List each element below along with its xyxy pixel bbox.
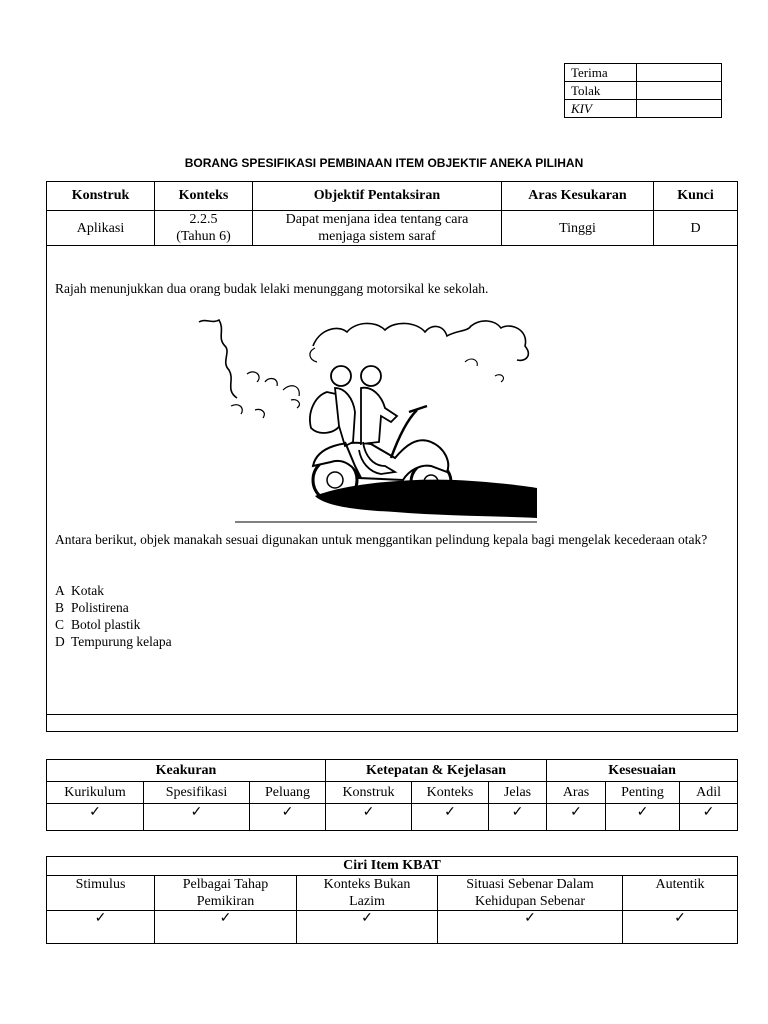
col-spesifikasi: Spesifikasi [144, 782, 250, 804]
col-kurikulum: Kurikulum [47, 782, 144, 804]
col-konstruk: Konstruk [326, 782, 412, 804]
option-text: Kotak [71, 583, 104, 598]
item-stem: Rajah menunjukkan dua orang budak lelaki menunggang motorsikal ke sekolah. [55, 281, 489, 296]
status-terima-cell[interactable] [637, 64, 722, 82]
status-terima: Terima [565, 64, 637, 82]
kbat-col-situasi: Situasi Sebenar Dalam Kehidupan Sebenar [438, 876, 623, 911]
option-d[interactable] [55, 633, 172, 650]
check-kurikulum[interactable]: ✓ [47, 804, 144, 831]
item-options [55, 582, 172, 650]
check-adil[interactable]: ✓ [680, 804, 738, 831]
option-letter: D [55, 634, 65, 649]
kbat-col-konteks: Konteks Bukan Lazim [297, 876, 438, 911]
option-c[interactable] [55, 616, 172, 633]
status-tolak-cell[interactable] [637, 82, 722, 100]
check-penting[interactable]: ✓ [606, 804, 680, 831]
kbat-check-autentik[interactable]: ✓ [623, 911, 738, 944]
kbat-col-stimulus: Stimulus [47, 876, 155, 911]
group-keakuran: Keakuran [47, 760, 326, 782]
cell-objektif: Dapat menjana idea tentang cara menjaga sistem saraf [253, 211, 502, 246]
option-text: Polistirena [71, 600, 129, 615]
status-kiv-cell[interactable] [637, 100, 722, 118]
option-letter: C [55, 617, 65, 632]
kbat-col-pelbagai: Pelbagai Tahap Pemikiran [155, 876, 297, 911]
status-tolak: Tolak [565, 82, 637, 100]
col-jelas: Jelas [489, 782, 547, 804]
status-kiv: KIV [565, 100, 637, 118]
col-konteks: Konteks [412, 782, 489, 804]
kbat-title: Ciri Item KBAT [47, 857, 738, 876]
kbat-col-autentik: Autentik [623, 876, 738, 911]
col-peluang: Peluang [250, 782, 326, 804]
option-a[interactable] [55, 582, 172, 599]
group-kesesuaian: Kesesuaian [547, 760, 738, 782]
header-konteks: Konteks [155, 182, 253, 211]
check-konteks[interactable]: ✓ [412, 804, 489, 831]
kbat-check-stimulus[interactable]: ✓ [47, 911, 155, 944]
konteks-year: (Tahun 6) [176, 229, 231, 244]
col-penting: Penting [606, 782, 680, 804]
cell-konteks [155, 211, 253, 246]
header-konstruk: Konstruk [47, 182, 155, 211]
check-konstruk[interactable]: ✓ [326, 804, 412, 831]
item-content [47, 246, 738, 715]
option-text: Tempurung kelapa [71, 634, 172, 649]
review-table [46, 759, 738, 831]
check-peluang[interactable]: ✓ [250, 804, 326, 831]
option-text: Botol plastik [71, 617, 141, 632]
cell-kunci: D [654, 211, 738, 246]
option-b[interactable] [55, 599, 172, 616]
status-box [564, 63, 722, 118]
option-letter: A [55, 583, 65, 598]
header-aras: Aras Kesukaran [502, 182, 654, 211]
check-aras[interactable]: ✓ [547, 804, 606, 831]
form-title: BORANG SPESIFIKASI PEMBINAAN ITEM OBJEKTIF ANEKA PILIHAN [184, 156, 584, 170]
cell-konstruk: Aplikasi [47, 211, 155, 246]
motorcycle-illustration [195, 316, 541, 526]
group-ketepatan: Ketepatan & Kejelasan [326, 760, 547, 782]
kbat-check-pelbagai[interactable]: ✓ [155, 911, 297, 944]
col-aras: Aras [547, 782, 606, 804]
check-jelas[interactable]: ✓ [489, 804, 547, 831]
header-kunci: Kunci [654, 182, 738, 211]
konteks-code: 2.2.5 [189, 212, 218, 227]
kbat-table [46, 856, 738, 944]
spec-footer-row [47, 715, 738, 732]
item-question: Antara berikut, objek manakah sesuai digunakan untuk menggantikan pelindung kepala bagi mengelak kecederaan otak? [55, 532, 708, 547]
header-objektif: Objektif Pentaksiran [253, 182, 502, 211]
cell-aras: Tinggi [502, 211, 654, 246]
check-spesifikasi[interactable]: ✓ [144, 804, 250, 831]
kbat-check-situasi[interactable]: ✓ [438, 911, 623, 944]
col-adil: Adil [680, 782, 738, 804]
spec-table [46, 181, 738, 732]
kbat-check-konteks[interactable]: ✓ [297, 911, 438, 944]
option-letter: B [55, 600, 65, 615]
